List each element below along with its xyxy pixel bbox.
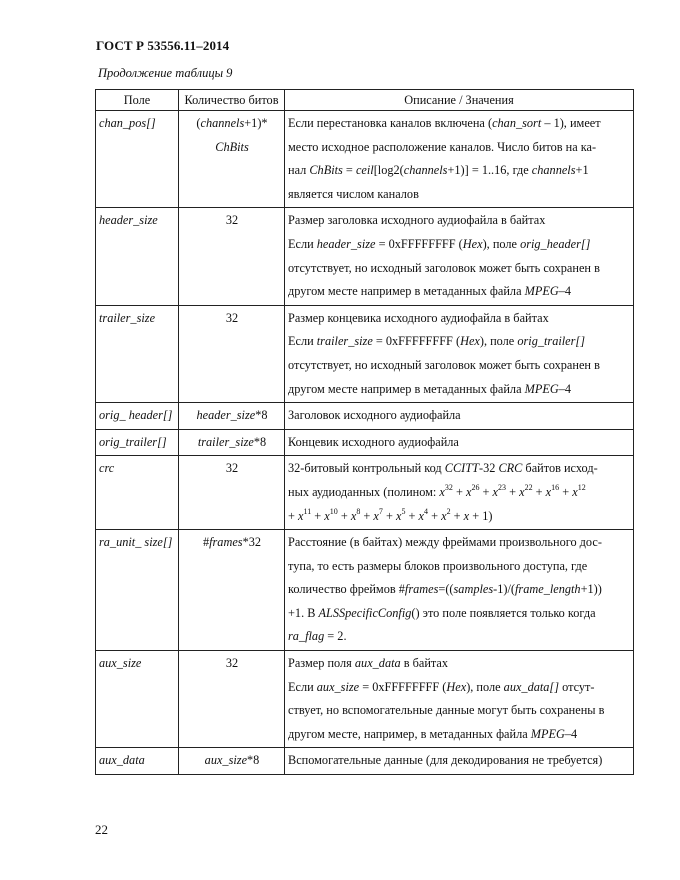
description-line: другом месте например в метаданных файла MPEG–4 — [288, 284, 572, 299]
table-row — [96, 111, 634, 208]
table-header-row — [96, 90, 634, 111]
table-row — [96, 530, 634, 651]
description-line: место исходное расположение каналов. Число битов на ка- — [288, 139, 597, 154]
field-name-cell: aux_size — [96, 651, 179, 748]
description-line: является числом каналов — [288, 186, 419, 201]
bit-count-cell — [179, 530, 285, 651]
page-number: 22 — [95, 822, 108, 837]
field-name-cell: crc — [96, 456, 179, 530]
description-line: другом месте, например, в метаданных файла MPEG–4 — [288, 726, 578, 741]
description-line: Если trailer_size = 0xFFFFFFFF (Hex), поле orig_trailer[] — [288, 334, 585, 349]
description-cell — [285, 748, 634, 775]
description-line: ствует, но вспомогательные данные могут быть сохранены в — [288, 703, 605, 718]
description-line: ra_flag = 2. — [288, 629, 347, 644]
field-name-cell: trailer_size — [96, 305, 179, 402]
description-line: + $x^{11} + x^{10} + x^8 + x^7 + x^5 + x^4 + x^2 + x + 1$) — [288, 506, 493, 523]
description-cell — [285, 456, 634, 530]
description-line: Если aux_size = 0xFFFFFFFF (Hex), поле aux_data[] отсут- — [288, 679, 595, 694]
bit-count-cell — [179, 651, 285, 748]
table-row — [96, 305, 634, 402]
description-line: другом месте например в метаданных файла MPEG–4 — [288, 381, 572, 396]
bit-count-cell — [179, 111, 285, 208]
description-line: количество фреймов #frames=((samples-1)/(frame_length+1)) — [288, 582, 602, 597]
bit-count-line: header_size*8 — [196, 408, 268, 423]
field-name-cell: orig_trailer[] — [96, 429, 179, 456]
table-row — [96, 403, 634, 430]
bit-count-line: 32 — [225, 461, 239, 476]
description-line: Если перестановка каналов включена (chan_sort – 1), имеет — [288, 116, 601, 130]
bit-count-cell — [179, 456, 285, 530]
bit-count-cell — [179, 208, 285, 305]
table-row — [96, 208, 634, 305]
description-line: Расстояние (в байтах) между фреймами произвольного дос- — [288, 535, 602, 550]
header-description: Описание / Значения — [285, 90, 634, 111]
field-name-cell: header_size — [96, 208, 179, 305]
table-body — [96, 111, 634, 775]
description-line: ных аудиоданных (полином: $x^{32} + x^{26} + x^{23} + x^{22} + x^{16} + x^{12}$ — [288, 482, 586, 499]
table-row — [96, 651, 634, 748]
bit-count-cell — [179, 748, 285, 775]
description-line: +1. В ALSSpecificConfig() это поле появляется только когда — [288, 605, 596, 620]
table-row — [96, 748, 634, 775]
bit-count-line: 32 — [225, 213, 239, 228]
description-line: Размер поля aux_data в байтах — [288, 656, 449, 671]
field-name-cell: ra_unit_ size[] — [96, 530, 179, 651]
field-name-cell: aux_data — [96, 748, 179, 775]
description-cell — [285, 429, 634, 456]
header-field: Поле — [96, 90, 179, 111]
bit-count-cell — [179, 429, 285, 456]
description-line: отсутствует, но исходный заголовок может быть сохранен в — [288, 260, 600, 275]
description-cell — [285, 651, 634, 748]
description-line: Концевик исходного аудиофайла — [288, 434, 459, 449]
table-row — [96, 456, 634, 530]
spec-table — [95, 89, 634, 775]
table-caption: Продолжение таблицы 9 — [98, 66, 233, 80]
bit-count-line: aux_size*8 — [204, 753, 260, 768]
bit-count-line: trailer_size*8 — [197, 434, 267, 449]
description-line: отсутствует, но исходный заголовок может быть сохранен в — [288, 357, 600, 372]
description-line: 32-битовый контрольный код CCITT-32 CRC байтов исход- — [288, 461, 598, 476]
description-line: нал ChBits = ceil[log2(channels+1)] = 1..16, где channels+1 — [288, 163, 589, 178]
description-line: Если header_size = 0xFFFFFFFF (Hex), поле orig_header[] — [288, 236, 591, 251]
field-name-cell: chan_pos[] — [96, 111, 179, 208]
field-name-cell: orig_ header[] — [96, 403, 179, 430]
bit-count-cell — [179, 403, 285, 430]
description-cell — [285, 530, 634, 651]
bit-count-line: 32 — [225, 656, 239, 671]
table-row — [96, 429, 634, 456]
description-cell — [285, 403, 634, 430]
bit-count-line: (channels+1)* — [196, 116, 268, 130]
description-cell — [285, 305, 634, 402]
description-line: тупа, то есть размеры блоков произвольного доступа, где — [288, 558, 588, 573]
bit-count-cell — [179, 305, 285, 402]
description-line: Заголовок исходного аудиофайла — [288, 408, 461, 423]
description-line: Размер заголовка исходного аудиофайла в байтах — [288, 213, 546, 228]
bit-count-line: ChBits — [215, 139, 249, 154]
document-header: ГОСТ Р 53556.11–2014 — [96, 38, 230, 53]
bit-count-line: 32 — [225, 310, 239, 325]
header-bits: Количество битов — [179, 90, 285, 111]
description-cell — [285, 208, 634, 305]
description-cell — [285, 111, 634, 208]
description-line: Размер концевика исходного аудиофайла в байтах — [288, 310, 549, 325]
bit-count-line: #frames*32 — [202, 535, 262, 550]
description-line: Вспомогательные данные (для декодирования не требуется) — [288, 753, 603, 768]
